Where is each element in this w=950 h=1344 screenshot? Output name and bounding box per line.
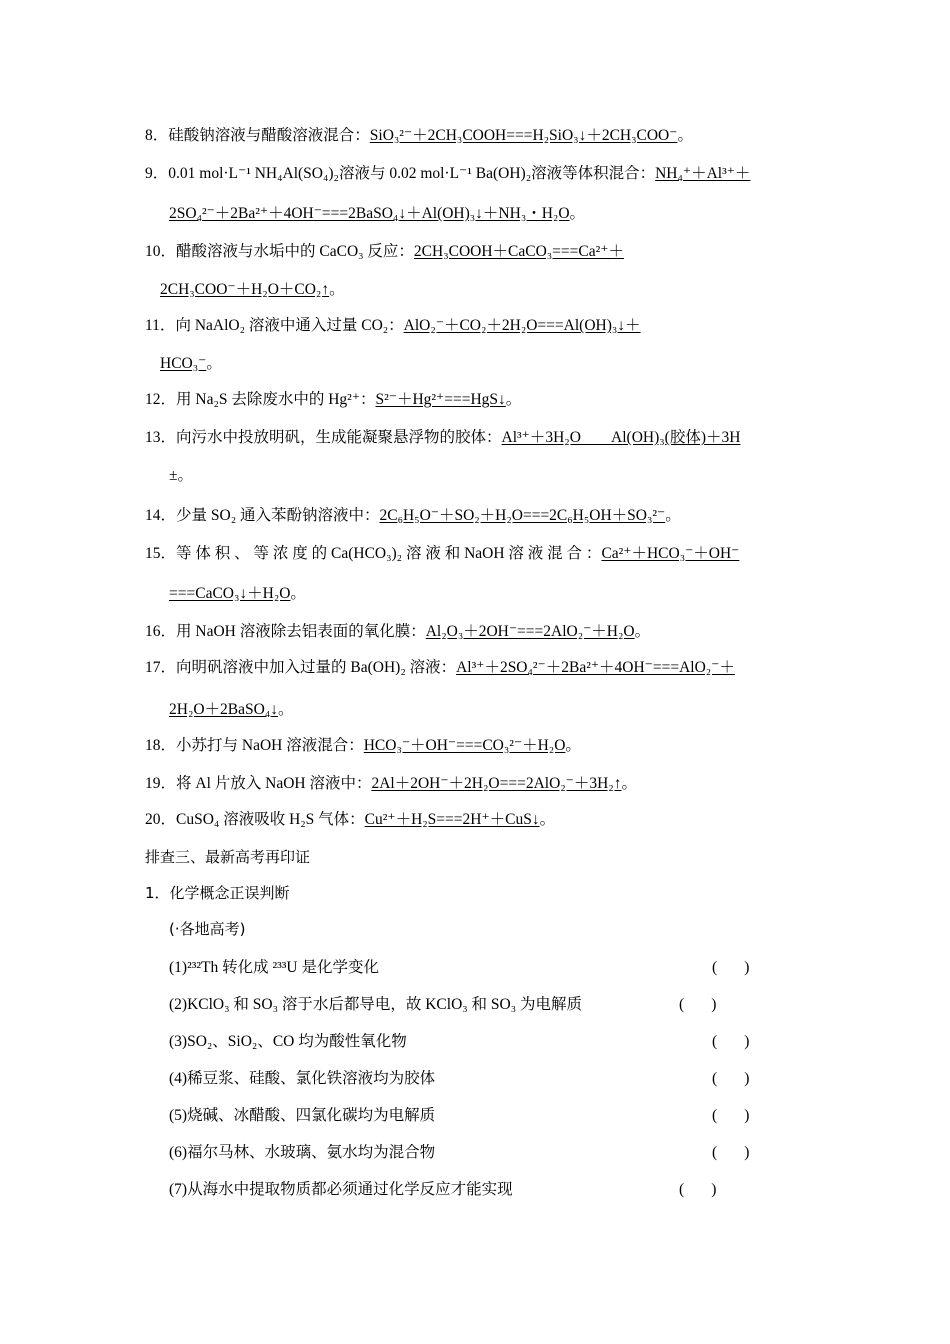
item-end: 。 (677, 127, 693, 144)
item-question: 小苏打与 NaOH 溶液混合： (176, 737, 364, 754)
answer-blank[interactable]: ( ) (712, 1107, 750, 1124)
judgment-4 (169, 1071, 435, 1087)
item-number: 19． (145, 775, 177, 792)
item-answer-cont: 2CH₃COO⁻＋H₂O＋CO₂↑ (160, 281, 330, 298)
item-20 (145, 812, 555, 828)
source-note: (·各地高考) (169, 920, 246, 938)
answer-blank[interactable]: ( ) (712, 1033, 750, 1050)
judgment-text: (5)烧碱、冰醋酸、四氯化碳均为电解质 (169, 1107, 436, 1124)
item-question: 用 Na₂S 去除废水中的 Hg²⁺： (176, 391, 376, 408)
section-heading: 排查三、最新高考再印证 (145, 848, 311, 866)
item-question: 向污水中投放明矾，生成能凝聚悬浮物的胶体： (176, 429, 502, 446)
item-number: 13． (145, 429, 177, 446)
item-13-cont (169, 468, 193, 484)
answer-blank[interactable]: ( ) (679, 1181, 717, 1198)
item-question: 少量 SO₂ 通入苯酚钠溶液中： (176, 507, 380, 524)
item-end: 。 (290, 585, 306, 602)
item-number: 11． (145, 317, 176, 334)
item-answer: Al₂O₃＋2OH⁻===2AlO₂⁻＋H₂O (425, 623, 635, 640)
judgment-text: (1)²³²Th 转化成 ²³³U 是化学变化 (169, 959, 379, 976)
item-9 (145, 166, 750, 182)
judgment-1 (169, 960, 379, 976)
item-answer-cont: HCO₃⁻ (160, 355, 207, 372)
answer-blank[interactable]: ( ) (712, 1144, 750, 1161)
item-answer-cont: 2SO₄²⁻＋2Ba²⁺＋4OH⁻===2BaSO₄↓＋Al(OH)₃↓＋NH₃・H₂O (169, 205, 570, 222)
answer-blank[interactable]: ( ) (679, 996, 717, 1013)
item-12 (145, 392, 521, 408)
item-number: 18． (145, 737, 177, 754)
item-question: 将 Al 片放入 NaOH 溶液中： (176, 775, 372, 792)
answer-blank[interactable]: ( ) (712, 959, 750, 976)
item-end: 。 (177, 467, 194, 484)
item-number: 12． (145, 391, 177, 408)
judgment-text: (3)SO₂、SiO₂、CO 均为酸性氧化物 (169, 1033, 407, 1050)
item-number: 14． (145, 507, 177, 524)
item-end: 。 (621, 775, 637, 792)
item-15-cont (169, 586, 306, 602)
answer-blank[interactable]: ( ) (712, 1070, 750, 1087)
item-end: 。 (565, 737, 581, 754)
item-end: 。 (206, 355, 222, 372)
item-answer: Cu²⁺＋H₂S===2H⁺＋CuS↓ (364, 811, 540, 828)
item-8 (145, 128, 693, 144)
item-question: 硅酸钠溶液与醋酸溶液混合： (168, 127, 370, 144)
item-17 (145, 660, 735, 676)
item-number: 20． (145, 811, 177, 828)
item-end: 。 (665, 507, 681, 524)
item-answer: Al³⁺＋3H₂O Al(OH)₃(胶体)＋3H (501, 429, 741, 446)
item-17-cont (169, 702, 294, 718)
item-10-cont (160, 282, 345, 298)
item-question: 向 NaAlO₂ 溶液中通入过量 CO₂： (175, 317, 404, 334)
item-15 (145, 546, 739, 562)
judgment-6 (169, 1145, 435, 1161)
item-question: 醋酸溶液与水垢中的 CaCO₃ 反应： (176, 243, 414, 260)
item-answer: 2C₆H₅O⁻＋SO₂＋H₂O===2C₆H₅OH＋SO₃²⁻ (379, 507, 666, 524)
item-10 (145, 244, 624, 260)
item-number: 8． (145, 127, 169, 144)
item-number: 9． (145, 165, 169, 182)
item-end: 。 (539, 811, 556, 828)
item-number: 15． (145, 545, 177, 562)
item-end: 。 (569, 205, 586, 222)
item-end: 。 (505, 391, 522, 408)
item-question: 用 NaOH 溶液除去铝表面的氧化膜： (176, 623, 426, 640)
item-question: 等 体 积 、 等 浓 度 的 Ca(HCO₃)₂ 溶 液 和 NaOH 溶 液 混 合 ： (176, 545, 602, 562)
item-answer: 2CH₃COOH＋CaCO₃===Ca²⁺＋ (413, 243, 624, 260)
section-subheading: 1．化学概念正误判断 (145, 884, 290, 902)
judgment-text: (6)福尔马林、水玻璃、氨水均为混合物 (169, 1144, 436, 1161)
item-19 (145, 776, 637, 792)
item-number: 10． (145, 243, 177, 260)
item-16 (145, 624, 650, 640)
judgment-text: (2)KClO₃ 和 SO₃ 溶于水后都导电，故 KClO₃ 和 SO₃ 为电解质 (169, 996, 583, 1013)
item-11-cont (160, 356, 222, 372)
item-answer-cont: ===CaCO₃↓＋H₂O (169, 585, 291, 602)
item-14 (145, 508, 681, 524)
item-answer-cont: 2H₂O＋2BaSO₄↓ (169, 701, 278, 718)
judgment-text: (7)从海水中提取物质都必须通过化学反应才能实现 (169, 1181, 513, 1198)
item-answer: HCO₃⁻＋OH⁻===CO₃²⁻＋H₂O (363, 737, 566, 754)
item-number: 17． (145, 659, 177, 676)
item-answer: NH₄⁺＋Al³⁺＋ (655, 165, 751, 182)
item-13 (145, 430, 740, 446)
item-answer: Al³⁺＋2SO₄²⁻＋2Ba²⁺＋4OH⁻===AlO₂⁻＋ (456, 659, 735, 676)
item-11 (145, 318, 641, 334)
item-number: 16． (145, 623, 177, 640)
item-question: CuSO₄ 溶液吸收 H₂S 气体： (176, 811, 365, 828)
item-answer: Ca²⁺＋HCO₃⁻＋OH⁻ (601, 545, 740, 562)
judgment-7 (169, 1182, 513, 1198)
item-end: 。 (329, 281, 345, 298)
judgment-2 (169, 997, 582, 1013)
judgment-text: (4)稀豆浆、硅酸、氯化铁溶液均为胶体 (169, 1070, 436, 1087)
item-answer-cont: ± (169, 467, 178, 484)
item-answer: S²⁻＋Hg²⁺===HgS↓ (375, 391, 506, 408)
judgment-3 (169, 1034, 407, 1050)
item-end: 。 (277, 701, 294, 718)
item-answer: SiO₃²⁻＋2CH₃COOH===H₂SiO₃↓＋2CH₃COO⁻ (369, 127, 678, 144)
judgment-5 (169, 1108, 435, 1124)
item-9-cont (169, 206, 585, 222)
item-question: 0.01 mol·L⁻¹ NH₄Al(SO₄)₂溶液与 0.02 mol·L⁻¹ Ba(OH)₂溶液等体积混合： (168, 165, 656, 182)
item-18 (145, 738, 581, 754)
item-answer: AlO₂⁻＋CO₂＋2H₂O===Al(OH)₃↓＋ (403, 317, 641, 334)
item-answer: 2Al＋2OH⁻＋2H₂O===2AlO₂⁻＋3H₂↑ (371, 775, 622, 792)
item-question: 向明矾溶液中加入过量的 Ba(OH)₂ 溶液： (176, 659, 457, 676)
item-end: 。 (634, 623, 651, 640)
